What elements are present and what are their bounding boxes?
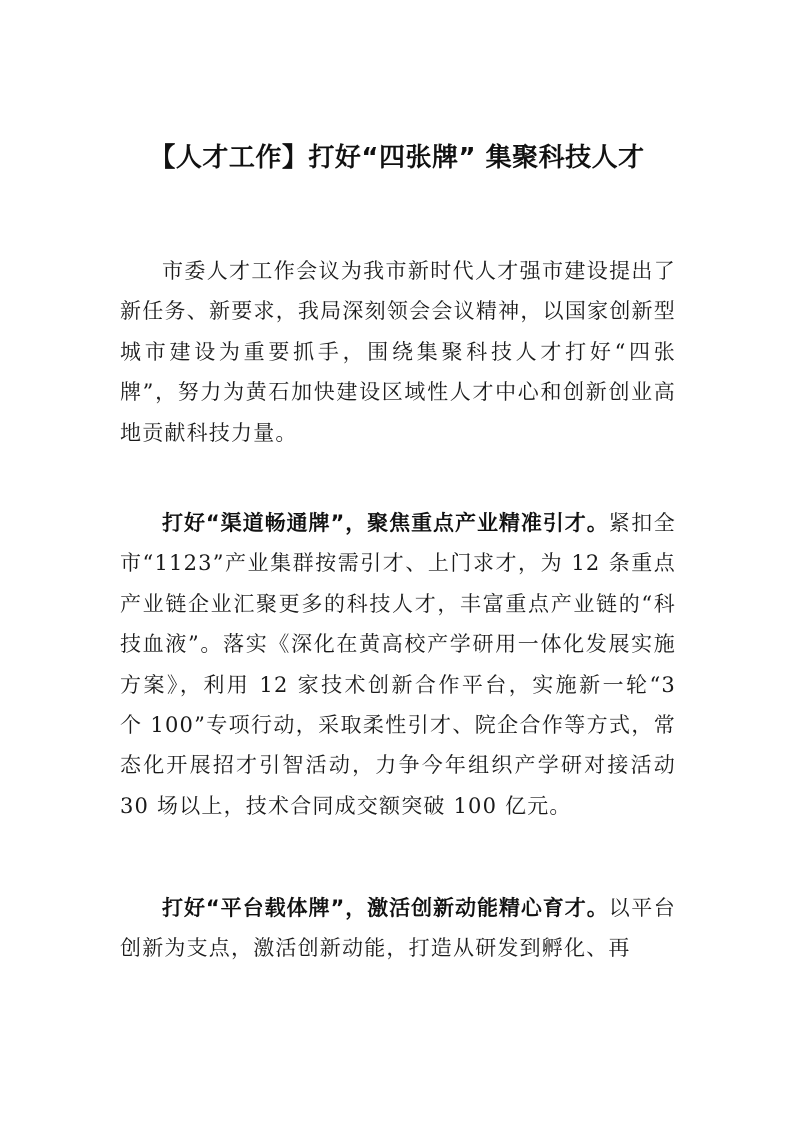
paragraph-intro (120, 251, 676, 453)
paragraph-channel-card (120, 503, 676, 826)
document-title: 【人才工作】打好“四张牌” 集聚科技人才 (149, 143, 645, 173)
paragraph-lead: 打好“渠道畅通牌”，聚焦重点产业精准引才。 (162, 511, 609, 535)
paragraph-platform-card (120, 888, 676, 969)
paragraph-text: 市委人才工作会议为我市新时代人才强市建设提出了新任务、新要求，我局深刻领会会议精神，以国家创新型城市建设为重要抓手，围绕集聚科技人才打好“四张牌”，努力为黄石加快建设区域性人才中心和创新创业高地贡献科技力量。 (120, 259, 676, 445)
paragraph-text: 以平台创新为支点，激活创新动能，打造从研发到孵化、再 (120, 896, 676, 961)
paragraph-lead: 打好“平台载体牌”，激活创新动能精心育才。 (162, 896, 609, 920)
paragraph-text: 紧扣全市“1123”产业集群按需引才、上门求才，为 12 条重点产业链企业汇聚更多的科技人才，丰富重点产业链的“科技血液”。落实《深化在黄高校产学研用一体化发展实施方案》，利用 12 家技术创新合作平台，实施新一轮“3 个 100”专项行动，采取柔性引才、院企合作等方式，常态化开展招才引智活动，力争今年组织产学研对接活动 30 场以上，技术合同成交额突破 100 亿元。 (120, 511, 676, 818)
